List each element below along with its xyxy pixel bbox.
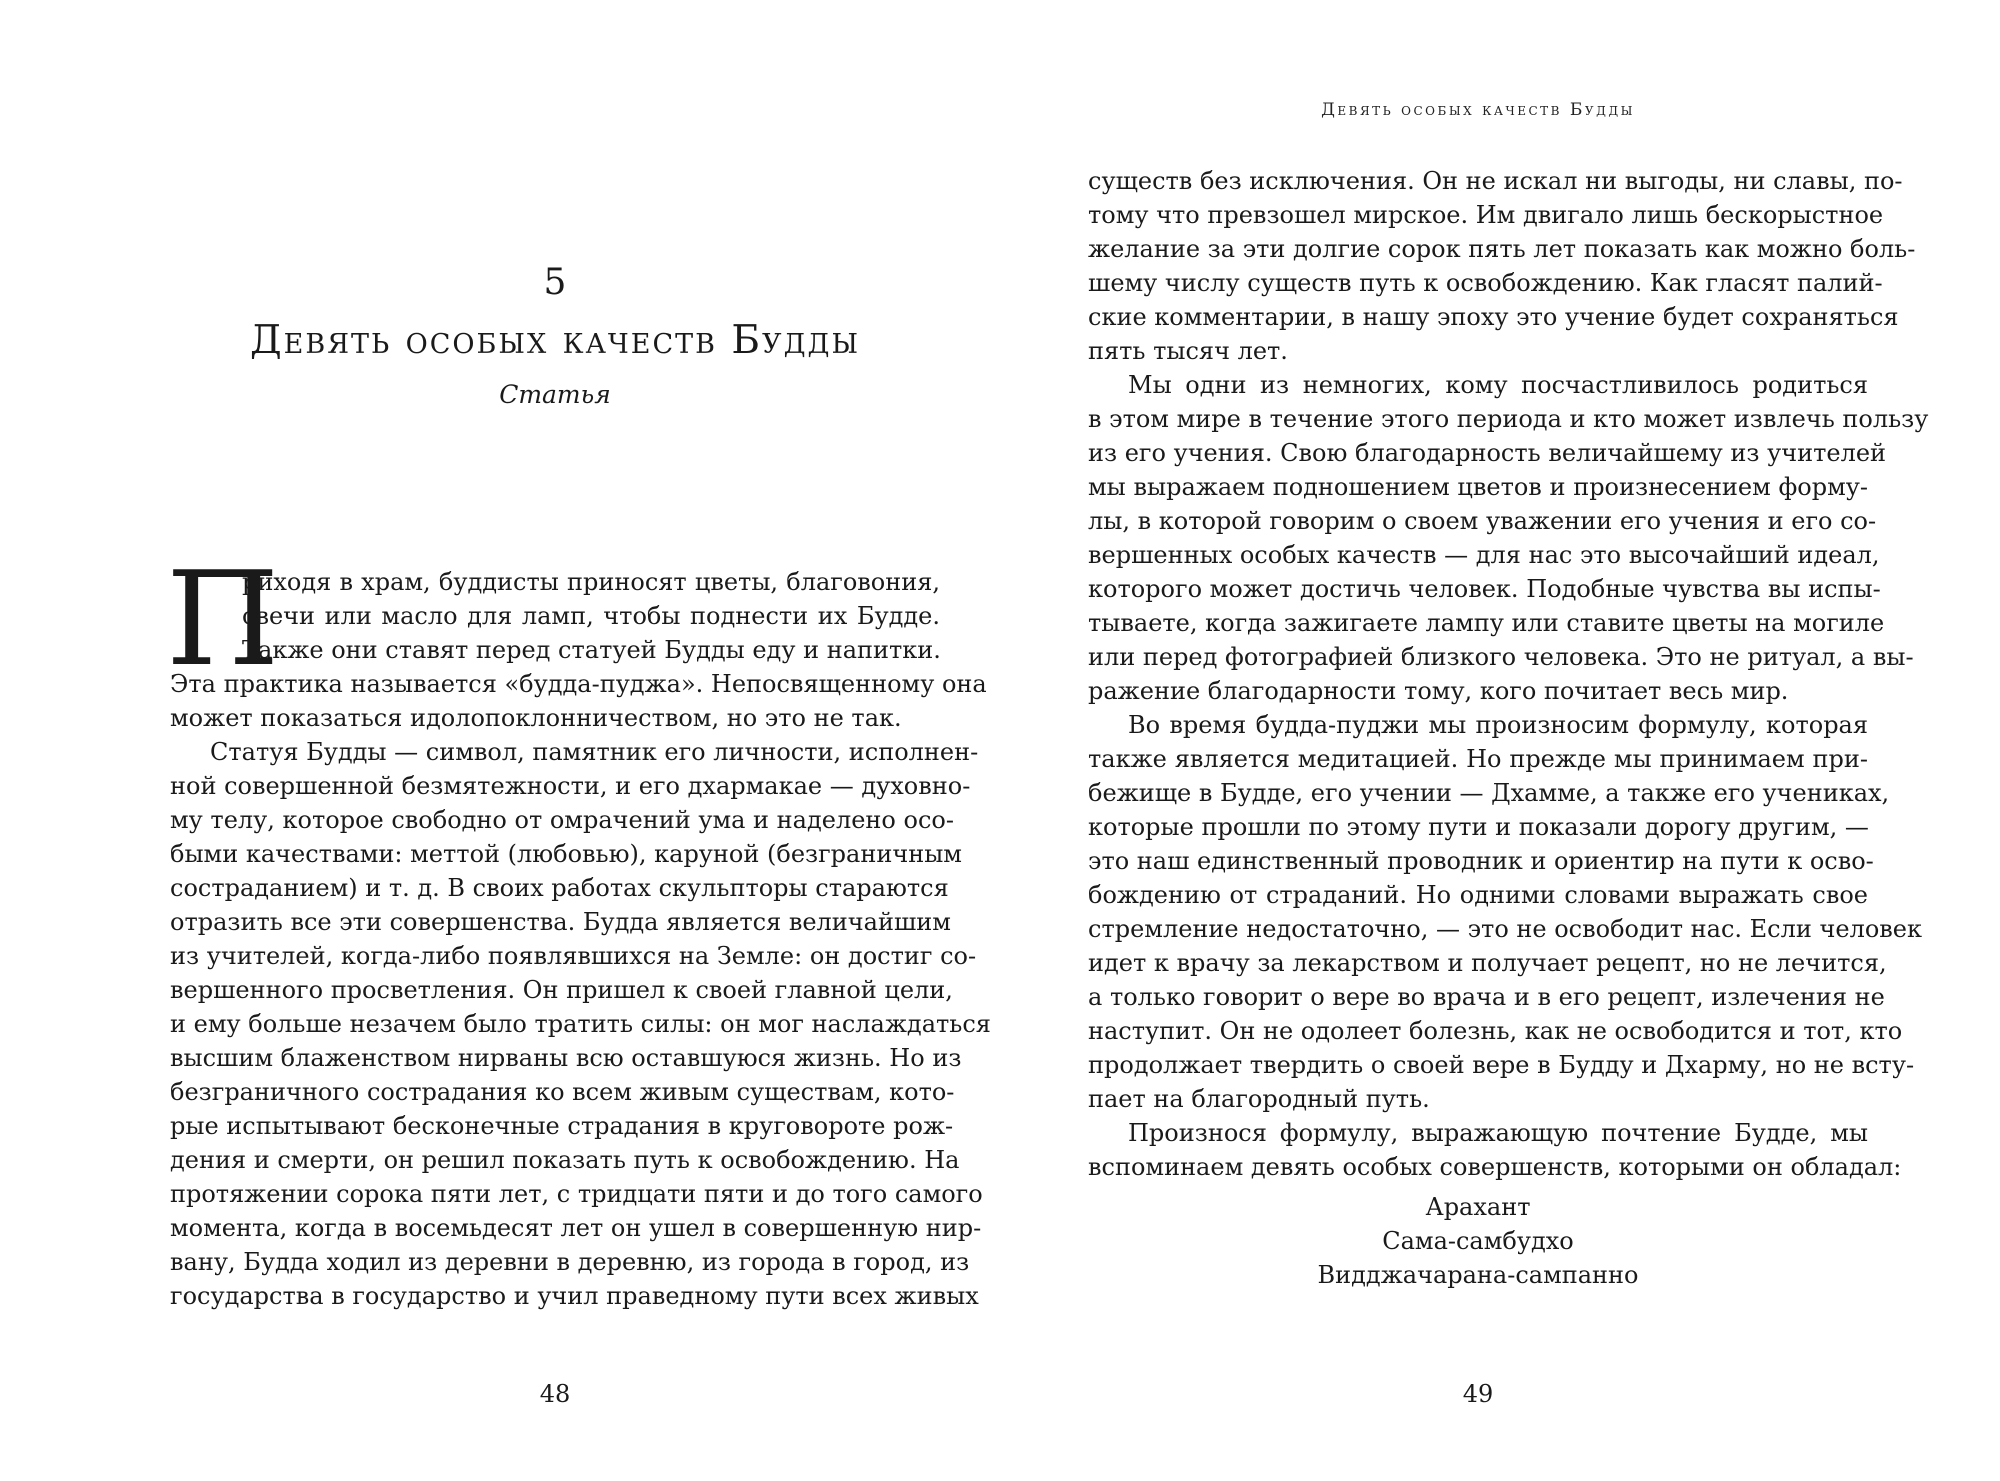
text-line: момента, когда в восемьдесят лет он ушел в совершенную нир- [170,1214,982,1242]
text-line: ские комментарии, в нашу эпоху это учение будет сохраняться [1088,303,1899,331]
text-line: пает на благородный путь. [1088,1085,1430,1113]
text-line: Произнося формулу, выражающую почтение Будде, мы [1128,1119,1868,1147]
page-number: 49 [1462,1380,1494,1408]
chapter-title: Девять особых качеств Будды [249,318,861,363]
text-line: дения и смерти, он решил показать путь к освобождению. На [170,1146,960,1174]
text-line: шему числу существ путь к освобождению. Как гласят палий- [1088,269,1883,297]
text-line: ражение благодарности тому, кого почитает весь мир. [1088,677,1789,705]
text-line: существ без исключения. Он не искал ни выгоды, ни славы, по- [1088,167,1903,195]
text-line: свечи или масло для ламп, чтобы поднести их Будде. [242,602,940,630]
text-line: Во время будда-пуджи мы произносим формулу, которая [1128,711,1868,739]
right-body-text [1088,164,1929,1184]
text-line: может показаться идолопоклонничеством, но это не так. [170,704,902,732]
text-line: наступит. Он не одолеет болезнь, как не освободится и тот, кто [1088,1017,1903,1045]
verse-line: Видджачарана-сампанно [1317,1261,1639,1289]
text-line: из учителей, когда-либо появлявшихся на Земле: он достиг со- [170,942,977,970]
text-line: и ему больше незачем было тратить силы: он мог наслаждаться [170,1010,991,1038]
text-line: это наш единственный проводник и ориентир на пути к осво- [1088,847,1874,875]
text-line: стремление недостаточно, — это не освободит нас. Если человек [1088,915,1922,943]
verse-line: Сама-самбудхо [1382,1227,1574,1255]
verse-line: Арахант [1425,1193,1531,1221]
text-line: вспоминаем девять особых совершенств, которыми он обладал: [1088,1153,1902,1181]
text-line: в этом мире в течение этого периода и кто может извлечь пользу [1088,405,1929,433]
verse-block [1088,1190,1868,1292]
text-line: из его учения. Свою благодарность величайшему из учителей [1088,439,1887,467]
text-line: быми качествами: меттой (любовью), каруной (безграничным [170,840,962,868]
text-line: желание за эти долгие сорок пять лет показать как можно боль- [1088,235,1916,263]
text-line: высшим блаженством нирваны всю оставшуюся жизнь. Но из [170,1044,962,1072]
chapter-number: 5 [543,262,567,303]
text-line: отразить все эти совершенства. Будда является величайшим [170,908,951,936]
text-line: продолжает твердить о своей вере в Будду и Дхарму, но не всту- [1088,1051,1915,1079]
text-line: вану, Будда ходил из деревни в деревню, из города в город, из [170,1248,970,1276]
running-head: Девять особых качеств Будды [1321,100,1635,120]
text-line: му телу, которое свободно от омрачений ума и наделено осо- [170,806,954,834]
text-line: состраданием) и т. д. В своих работах скульпторы стараются [170,874,949,902]
text-line: которого может достичь человек. Подобные чувства вы испы- [1088,575,1881,603]
text-line: пять тысяч лет. [1088,337,1288,365]
text-line: Статуя Будды — символ, памятник его личности, исполнен- [210,738,979,766]
page-number: 48 [539,1380,571,1408]
text-line: безграничного сострадания ко всем живым существам, кото- [170,1078,955,1106]
text-line: а только говорит о вере во врача и в его рецепт, излечения не [1088,983,1885,1011]
text-line: идет к врачу за лекарством и получает рецепт, но не лечится, [1088,949,1887,977]
text-line: Мы одни из немногих, кому посчастливилось родиться [1128,371,1868,399]
text-line: протяжении сорока пяти лет, с тридцати пяти и до того самого [170,1180,983,1208]
drop-cap: П [166,543,280,695]
text-line: бежище в Будде, его учении — Дхамме, а также его учениках, [1088,779,1890,807]
text-line: риходя в храм, буддисты приносят цветы, благовония, [242,568,940,596]
text-line: бождению от страданий. Но одними словами выражать свое [1088,881,1868,909]
text-line: также является медитацией. Но прежде мы принимаем при- [1088,745,1868,773]
text-line: лы, в которой говорим о своем уважении его учения и его со- [1088,507,1877,535]
left-page [166,0,991,1481]
text-line: Также они ставят перед статуей Будды еду и напитки. [242,636,941,664]
text-line: или перед фотографией близкого человека. Это не ритуал, а вы- [1088,643,1914,671]
text-line: ной совершенной безмятежности, и его дхармакае — духовно- [170,772,971,800]
text-line: вершенных особых качеств — для нас это высочайший идеал, [1088,541,1880,569]
text-line: вершенного просветления. Он пришел к своей главной цели, [170,976,953,1004]
left-body-text [166,543,991,1313]
chapter-subtitle: Статья [499,380,611,409]
text-line: мы выражаем подношением цветов и произнесением форму- [1088,473,1868,501]
text-line: тываете, когда зажигаете лампу или ставите цветы на могиле [1088,609,1885,637]
right-page [1088,0,1929,1481]
text-line: тому что превзошел мирское. Им двигало лишь бескорыстное [1088,201,1884,229]
text-line: государства в государство и учил праведному пути всех живых [170,1282,979,1310]
text-line: которые прошли по этому пути и показали дорогу другим, — [1088,813,1869,841]
text-line: рые испытывают бесконечные страдания в круговороте рож- [170,1112,954,1140]
text-line: Эта практика называется «будда-пуджа». Непосвященному она [170,670,987,698]
